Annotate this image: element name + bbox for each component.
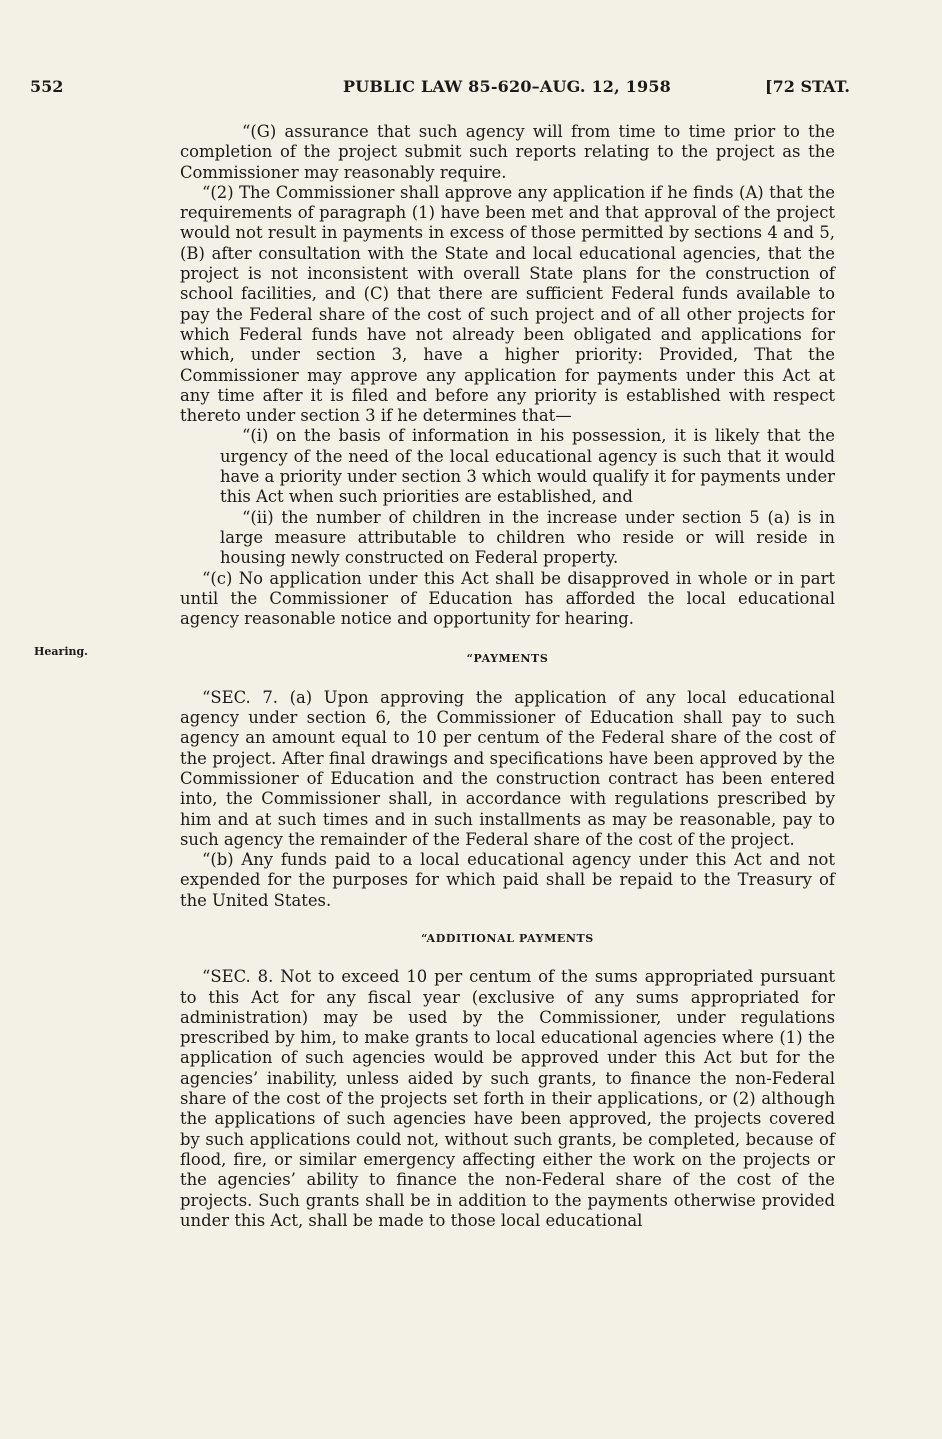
body-text [180,122,835,1231]
margin-note-hearing: Hearing. [34,645,89,658]
page-header [30,77,850,101]
paragraph-c-hearing: “(c) No application under this Act shall be disapproved in whole or in part until the Commissioner of Education has afforded the local educational agency reasonable notice and opportunity for hearing. [180,568,835,629]
running-title: PUBLIC LAW 85-620–AUG. 12, 1958 [343,77,671,96]
clause-ii: “(ii) the number of children in the increase under section 5 (a) is in large measure attributable to children who reside or will reside in housing newly constructed on Federal property. [220,507,835,568]
page-number: 552 [30,77,64,96]
statute-reference: [72 STAT. [765,77,850,96]
section-8: “SEC. 8. Not to exceed 10 per centum of the sums appropriated pursuant to this Act for any fiscal year (exclusive of any sums appropriated for administration) may be used by the Commissioner, under regulations prescribed by him, to make grants to local educational agencies where (1) the application of such agencies would be approved under this Act but for the agencies’ inability, unless aided by such grants, to finance the non-Federal share of the cost of the projects set forth in their applications, or (2) although the applications of such agencies have been approved, the projects covered by such applications could not, without such grants, be completed, because of flood, fire, or similar emergency affecting either the work on the projects or the agencies’ ability to finance the non-Federal share of the cost of the projects. Such grants shall be in addition to the payments otherwise provided under this Act, shall be made to those local educational [180,967,835,1230]
heading-payments: “PAYMENTS [466,652,549,666]
heading-additional-payments: “ADDITIONAL PAYMENTS [421,931,594,945]
paragraph-2-approval: “(2) The Commissioner shall approve any application if he finds (A) that the requirements of paragraph (1) have been met and that approval of the project would not result in payments in excess of those permitted by sections 4 and 5, (B) after consultation with the State and local educational agencies, that the project is not inconsistent with overall State plans for the construction of school facilities, and (C) that there are sufficient Federal funds available to pay the Federal share of the cost of such project and of all other projects for which Federal funds have not already been obligated and applications for which, under section 3, have a higher priority: Provided, That the Commissioner may approve any application for payments under this Act at any time after it is filed and before any priority is established with respect thereto under section 3 if he determines that— [180,182,835,426]
clause-i: “(i) on the basis of information in his possession, it is likely that the urgency of the need of the local educational agency is such that it would have a priority under section 3 which would qualify it for payments under this Act when such priorities are established, and [220,426,835,507]
section-7a: “SEC. 7. (a) Upon approving the application of any local educational agency under section 6, the Commissioner of Education shall pay to such agency an amount equal to 10 per centum of the Federal share of the cost of the project. After final drawings and specifications have been approved by the Commissioner of Education and the construction contract has been entered into, the Commissioner shall, in accordance with regulations prescribed by him and at such times and in such installments as may be reasonable, pay to such agency the remainder of the Federal share of the cost of the project. [180,687,835,849]
paragraph-g-assurance: “(G) assurance that such agency will from time to time prior to the completion of the project submit such reports relating to the project as the Commissioner may reasonably require. [180,122,835,182]
section-7b: “(b) Any funds paid to a local educational agency under this Act and not expended for the purposes for which paid shall be repaid to the Treasury of the United States. [180,850,835,910]
